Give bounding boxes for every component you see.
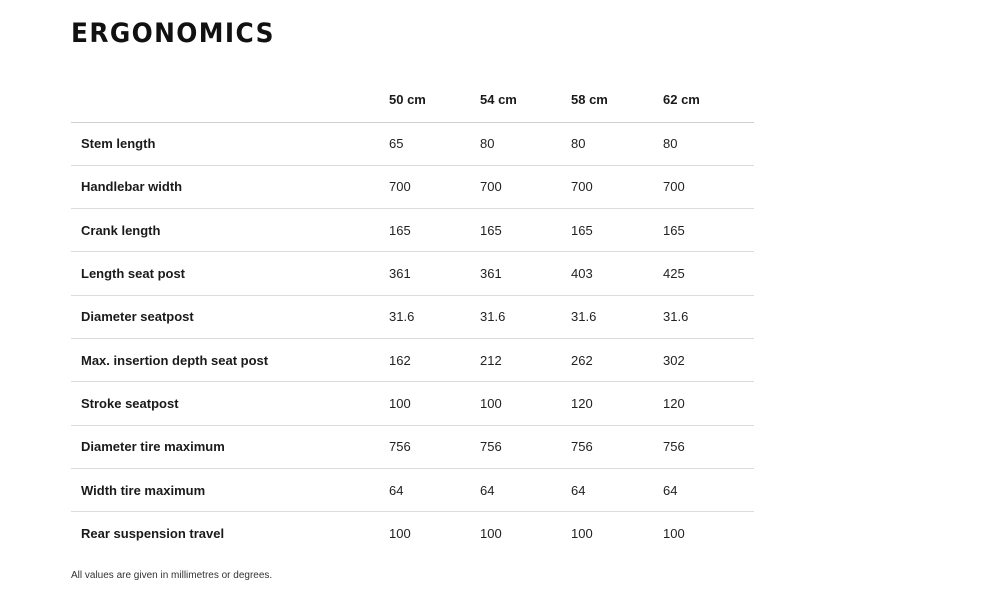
table-row — [71, 338, 754, 381]
row-label: Max. insertion depth seat post — [71, 338, 389, 381]
table-cell: 361 — [480, 252, 571, 295]
table-cell: 700 — [389, 165, 480, 208]
table-cell: 212 — [480, 338, 571, 381]
row-label: Diameter tire maximum — [71, 425, 389, 468]
table-cell: 756 — [389, 425, 480, 468]
table-cell: 100 — [663, 526, 685, 542]
table-cell: 165 — [389, 209, 480, 252]
table-cell: 31.6 — [663, 295, 754, 338]
table-cell: 100 — [389, 526, 411, 542]
table-row — [71, 512, 754, 555]
row-label: Stem length — [71, 122, 389, 165]
table-cell: 403 — [571, 252, 663, 295]
table-cell: 425 — [663, 252, 754, 295]
page-title: ERGONOMICS — [71, 18, 275, 49]
header-row — [71, 78, 754, 122]
table-cell: 80 — [480, 122, 571, 165]
row-label: Crank length — [71, 209, 389, 252]
row-label: Rear suspension travel — [81, 526, 225, 542]
table-row — [71, 295, 754, 338]
table-cell: 31.6 — [571, 295, 663, 338]
table-cell: 700 — [480, 165, 571, 208]
table-cell: 64 — [480, 468, 571, 511]
table-cell: 700 — [571, 165, 663, 208]
table-cell: 302 — [663, 338, 754, 381]
table-cell: 262 — [571, 338, 663, 381]
table-cell: 31.6 — [480, 295, 571, 338]
column-header: 54 cm — [480, 78, 571, 122]
table-row — [71, 165, 754, 208]
table-cell: 100 — [389, 382, 480, 425]
row-label: Length seat post — [71, 252, 389, 295]
table-cell: 120 — [663, 382, 754, 425]
table-cell: 64 — [571, 468, 663, 511]
units-note: All values are given in millimetres or degrees. — [71, 570, 273, 581]
table-cell: 120 — [571, 382, 663, 425]
table-cell: 756 — [663, 425, 754, 468]
table-cell: 100 — [480, 526, 502, 542]
table-cell: 80 — [571, 122, 663, 165]
table-cell: 100 — [571, 526, 593, 542]
table-cell: 165 — [663, 209, 754, 252]
header-label-column — [71, 78, 389, 122]
table-cell: 64 — [389, 468, 480, 511]
table-cell: 100 — [480, 382, 571, 425]
row-label: Stroke seatpost — [71, 382, 389, 425]
table-cell: 756 — [480, 425, 571, 468]
table-row — [71, 122, 754, 165]
table-row — [71, 468, 754, 511]
table-cell: 361 — [389, 252, 480, 295]
table-cell: 165 — [571, 209, 663, 252]
table-cell: 162 — [389, 338, 480, 381]
ergonomics-table — [71, 78, 754, 555]
column-header: 58 cm — [571, 78, 663, 122]
table-cell: 65 — [389, 122, 480, 165]
column-header: 50 cm — [389, 78, 480, 122]
table-cell: 165 — [480, 209, 571, 252]
table-row — [71, 209, 754, 252]
table-row — [71, 382, 754, 425]
row-label: Diameter seatpost — [71, 295, 389, 338]
column-header: 62 cm — [663, 78, 754, 122]
table-header — [71, 78, 754, 122]
row-label: Handlebar width — [71, 165, 389, 208]
row-label: Width tire maximum — [71, 468, 389, 511]
table-cell: 31.6 — [389, 295, 480, 338]
table-cell: 700 — [663, 165, 754, 208]
table-body — [71, 122, 754, 555]
table-row — [71, 252, 754, 295]
table-cell: 756 — [571, 425, 663, 468]
table-cell: 80 — [663, 122, 754, 165]
table-cell: 64 — [663, 468, 754, 511]
table-row — [71, 425, 754, 468]
